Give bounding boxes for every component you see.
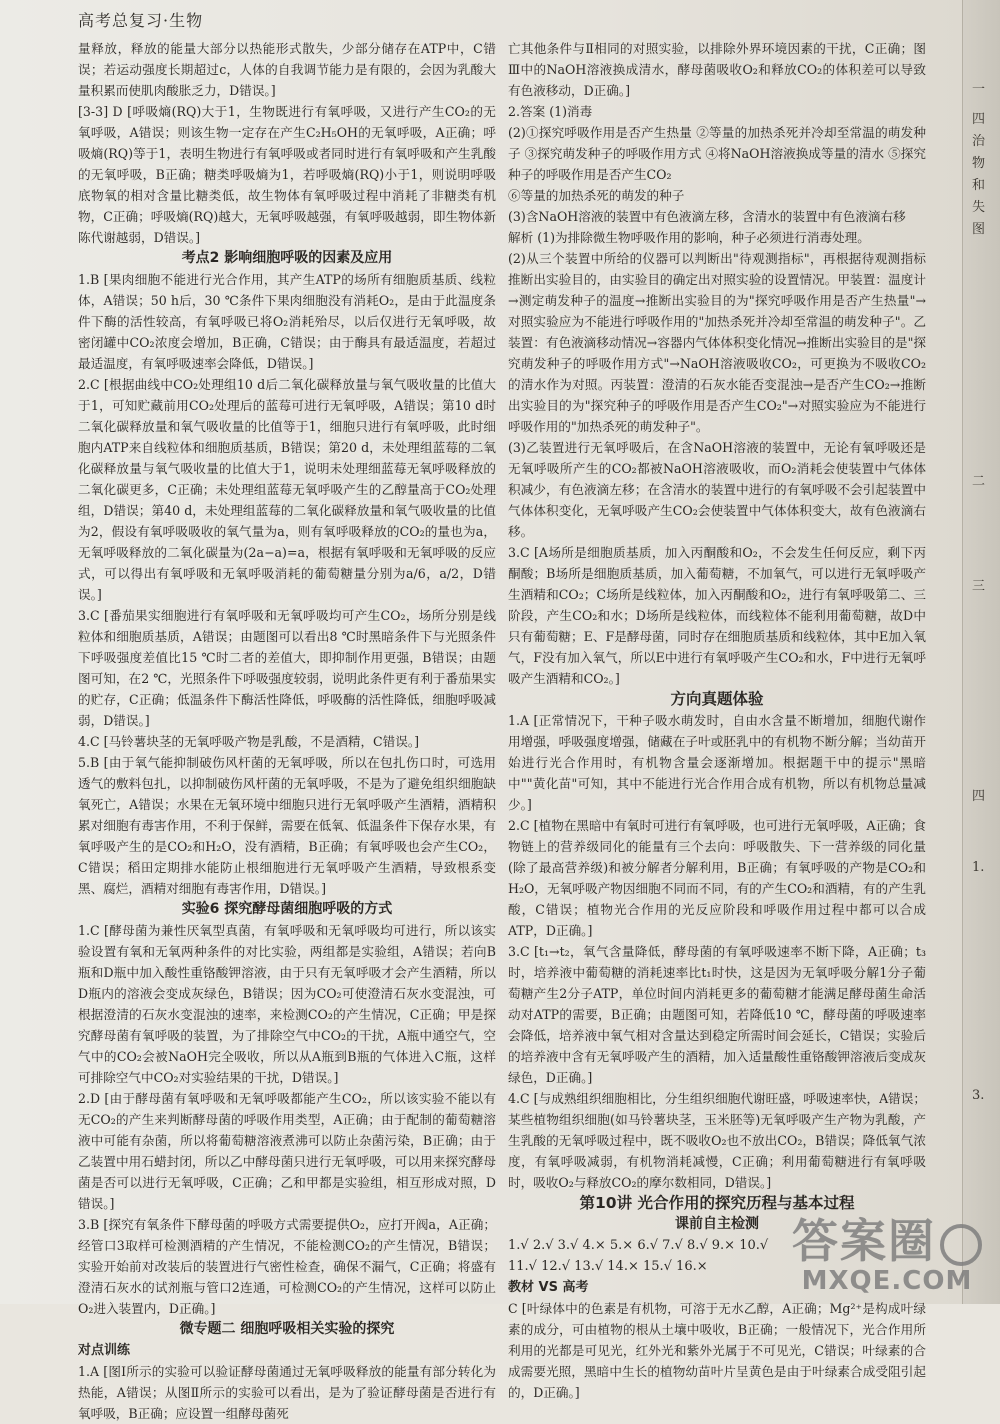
answer-paragraph: [3-3] D [呼吸熵(RQ)大于1，生物既进行有氧呼吸，又进行产生CO₂的无氧呼吸，A错误；则该生物一定存在产生C₂H₅OH的无氧呼吸，A正确；呼吸熵(RQ)等于1，表明生物进行有氧呼吸或者同时进行有氧呼吸和产生乳酸的无氧呼吸，B正确；糖类呼吸熵为1，若呼吸熵(RQ)小于1，则说明呼吸底物氧的相对含量比糖类低，故生物体有氧呼吸过程中消耗了非糖类有机物，C正确；呼吸熵(RQ)越大，无氧呼吸越强，有氧呼吸越弱，即生物体新陈代谢越弱，D错误。] <box>78 104 496 245</box>
adjacent-page-fragment: 3. <box>972 1088 985 1103</box>
adjacent-page-fragment: 失 <box>972 200 986 215</box>
answer-paragraph: 量释放，释放的能量大部分以热能形式散失，少部分储存在ATP中，C错误；若运动强度长期超过c，人体的自我调节能力是有限的，会因为乳酸大量积累而使肌肉酸胀乏力，D错误。] <box>78 41 496 98</box>
adjacent-page-fragment: 一 <box>972 82 986 97</box>
section-heading: 考点2 影响细胞呼吸的因素及应用 <box>181 250 393 266</box>
adjacent-page-fragment: 四 <box>972 789 986 804</box>
adjacent-page-fragment: 1. <box>972 860 985 875</box>
quiz-answers: 1.√ 2.√ 3.√ 4.× 5.× 6.√ 7.√ 8.√ 9.× 10.√ <box>508 1238 769 1253</box>
answer-paragraph: 4.C [马铃薯块茎的无氧呼吸产物是乳酸，不是酒精，C错误。] <box>78 734 420 749</box>
adjacent-page-fragment: 图 <box>972 222 986 237</box>
answer-paragraph: 2.答案 (1)消毒 <box>508 104 593 119</box>
answer-paragraph: 解析 (1)为排除微生物呼吸作用的影响，种子必须进行消毒处理。 <box>508 230 870 245</box>
watermark-logo-icon <box>940 1224 982 1266</box>
answer-paragraph: 1.A [图Ⅰ所示的实验可以验证酵母菌通过无氧呼吸释放的能量有部分转化为热能，A错误；从图Ⅱ所示的实验可以看出，是为了验证酵母菌是否进行有氧呼吸，B正确；应设置一组酵母菌死 <box>78 1364 496 1421</box>
section-heading: 微专题二 细胞呼吸相关实验的探究 <box>179 1321 395 1337</box>
answer-paragraph: 1.B [果肉细胞不能进行光合作用，其产生ATP的场所有细胞质基质、线粒体，A错误；50 h后，30 ℃条件下果肉细胞没有消耗O₂，是由于此温度条件下酶的活性较高，有氧呼吸已将O₂消耗殆尽，以后仅进行无氧呼吸，故密闭罐中CO₂浓度会增加，B正确，C错误；由于酶具有最适温度，若超过最适温度，有氧呼吸速率会降低，D错误。] <box>78 272 496 371</box>
section-heading: 实验6 探究酵母菌细胞呼吸的方式 <box>181 901 393 917</box>
answer-paragraph: 2.C [植物在黑暗中有氧时可进行有氧呼吸，也可进行无氧呼吸，A正确；食物链上的营养级同化的能量有三个去向：呼吸散失、下一营养级的同化量(除了最高营养级)和被分解者分解利用，B正确；有氧呼吸的产物是CO₂和H₂O，无氧呼吸产物因细胞不同而不同，有的产生CO₂和酒精，有的产生乳酸，C错误；植物光合作用的光反应阶段和呼吸作用过程中都可以合成ATP，D正确。] <box>508 818 926 938</box>
answer-paragraph: (3)含NaOH溶液的装置中有色液滴左移，含清水的装置中有色液滴右移 <box>508 209 906 224</box>
answer-paragraph: 3.C [番茄果实细胞进行有氧呼吸和无氧呼吸均可产生CO₂，场所分别是线粒体和细胞质基质，A错误；由题图可以看出8 ℃时黑暗条件下与光照条件下呼吸强度差值比15 ℃时二者的差值大，即抑制作用更强，B错误；由题图可知，在2 ℃，光照条件下呼吸强度较弱，说明此条件更有利于番茄果实的贮存，C正确；低温条件下酶活性降低，呼吸酶的活性降低，细胞呼吸减弱，D错误。] <box>78 608 496 728</box>
chapter-heading: 第10讲 光合作用的探究历程与基本过程 <box>579 1194 855 1212</box>
adjacent-page-fragment: 和 <box>972 178 986 193</box>
answer-paragraph: 5.B [由于氧气能抑制破伤风杆菌的无氧呼吸，所以在包扎伤口时，可选用透气的敷料包扎，以抑制破伤风杆菌的无氧呼吸，不是为了避免组织细胞缺氧死亡，A错误；水果在无氧环境中细胞只进行无氧呼吸产生酒精，酒精积累对细胞有毒害作用，不利于保鲜，需要在低氧、低温条件下保存水果，有氧呼吸产生的是CO₂和H₂O，没有酒精，B正确；有氧呼吸也会产生CO₂，C错误；稻田定期排水能防止根细胞进行无氧呼吸产生酒精，导致根系变黑、腐烂，酒精对细胞有毒害作用，D错误。] <box>78 755 496 896</box>
answer-paragraph: 2.C [根据曲线中CO₂处理组10 d后二氧化碳释放量与氧气吸收量的比值大于1，可知贮藏前用CO₂处理后的蓝莓可进行无氧呼吸，A错误；第10 d时二氧化碳释放量和氧气吸收量的比值等于1，细胞只进行有氧呼吸，此时细胞内ATP来自线粒体和细胞质基质，B错误；第20 d，未处理组蓝莓的二氧化碳释放量与氧气吸收量的比值大于1，说明未处理细蓝莓无氧呼吸释放的二氧化碳更多，C正确；未处理组蓝莓无氧呼吸产生的乙醇量高于CO₂处理组，D错误；第40 d，未处理组蓝莓的二氧化碳释放量和氧气吸收量的比值为2，假设有氧呼吸吸收的氧气量为a，则有氧呼吸释放的CO₂的量也为a，无氧呼吸释放的二氧化碳量为(2a−a)=a，根据有氧呼吸和无氧呼吸的反应式，可以得出有氧呼吸和无氧呼吸消耗的葡萄糖量分别为a/6，a/2，D错误。] <box>78 377 496 602</box>
answer-paragraph: 3.B [探究有氧条件下酵母菌的呼吸方式需要提供O₂，应打开阀a，A正确；经管口3取样可检测酒精的产生情况，不能检测CO₂的产生情况，B错误；实验开始前对改装后的装置进行气密性检查，确保不漏气，C正确；将盛有澄清石灰水的试剂瓶与管口2连通，可检测CO₂的产生情况，这样可以防止O₂进入装置内，D正确。] <box>78 1217 496 1316</box>
subsection-tag: 对点训练 <box>78 1343 131 1358</box>
answer-paragraph: 亡其他条件与Ⅱ相同的对照实验，以排除外界环境因素的干扰，C正确；图Ⅲ中的NaOH溶液换成清水，酵母菌吸收O₂和释放CO₂的体积差可以导致有色液移动，D正确。] <box>508 41 926 98</box>
answer-paragraph: 3.C [A场所是细胞质基质，加入丙酮酸和O₂，不会发生任何反应，剩下丙酮酸；B场所是细胞质基质，加入葡萄糖，不加氧气，可以进行无氧呼吸产生酒精和CO₂；C场所是线粒体，加入丙酮酸和O₂，进行有氧呼吸第二、三阶段，产生CO₂和水；D场所是线粒体，而线粒体不能利用葡萄糖，故D中只有葡萄糖；E、F是酵母菌，同时存在细胞质基质和线粒体，其中E加入氧气，F没有加入氧气，所以E中进行有氧呼吸产生CO₂和水，F中进行无氧呼吸产生酒精和CO₂。] <box>508 545 926 686</box>
left-column <box>78 38 496 1424</box>
adjacent-page-fragment: 二 <box>972 474 986 489</box>
adjacent-page-fragment: 三 <box>972 579 986 594</box>
answer-paragraph: (3)乙装置进行无氧呼吸后，在含NaOH溶液的装置中，无论有氧呼吸还是无氧呼吸所产生的CO₂都被NaOH溶液吸收，而O₂消耗会使装置中气体体积减少，有色液滴左移；在含清水的装置中进行的有氧呼吸不会引起装置中气体体积变化，无氧呼吸产生CO₂会使装置中气体体积变大，故有色液滴右移。 <box>508 440 926 539</box>
running-header: 高考总复习·生物 <box>78 11 204 30</box>
site-watermark <box>792 1216 982 1296</box>
answer-paragraph: 3.C [t₁→t₂，氧气含量降低，酵母菌的有氧呼吸速率不断下降，A正确；t₃时，培养液中葡萄糖的消耗速率比t₁时快，这是因为无氧呼吸分解1分子葡萄糖产生2分子ATP，单位时间内消耗更多的葡萄糖才能满足酵母菌生命活动对ATP的需要，B正确；由题图可知，若降低10 ℃，酵母菌的呼吸速率会降低，培养液中氧气相对含量达到稳定所需时间会延长，C错误；实验后的培养液中含有无氧呼吸产生的酒精，加入适量酸性重铬酸钾溶液后变成灰绿色，D正确。] <box>508 944 926 1085</box>
answer-paragraph: 2.D [由于酵母菌有氧呼吸和无氧呼吸都能产生CO₂，所以该实验不能以有无CO₂的产生来判断酵母菌的呼吸作用类型，A正确；由于配制的葡萄糖溶液中可能有杂菌，所以将葡萄糖溶液煮沸可以防止杂菌污染，B正确；由于乙装置中用石蜡封闭，所以乙中酵母菌只进行无氧呼吸，可以用来探究酵母菌是否可以进行无氧呼吸，C正确；乙和甲都是实验组，相互形成对照，D错误。] <box>78 1091 496 1211</box>
answer-paragraph: 1.C [酵母菌为兼性厌氧型真菌，有氧呼吸和无氧呼吸均可进行，所以该实验设置有氧和无氧两种条件的对比实验，两组都是实验组，A错误；若向B瓶和D瓶中加入酸性重铬酸钾溶液，由于只有无氧呼吸才会产生酒精，所以D瓶内的溶液会变成灰绿色，B错误；因为CO₂可使澄清石灰水变混浊，可根据澄清的石灰水变混浊的速率，来检测CO₂的产生情况，C正确；甲是探究酵母菌有氧呼吸的装置，为了排除空气中CO₂的干扰，A瓶中通空气，空气中的CO₂会被NaOH完全吸收，所以从A瓶到B瓶的气体进入C瓶，这样可排除空气中CO₂对实验结果的干扰，D错误。] <box>78 923 496 1085</box>
section-heading: 课前自主检测 <box>675 1216 759 1232</box>
adjacent-page-fragment: 物 <box>972 156 986 171</box>
adjacent-page-fragment: 四 <box>972 112 986 127</box>
adjacent-page-fragment: 治 <box>972 134 986 149</box>
answer-paragraph: 4.C [与成熟组织细胞相比，分生组织细胞代谢旺盛，呼吸速率快，A错误；某些植物组织细胞(如马铃薯块茎，玉米胚等)无氧呼吸产生产物为乳酸，产生乳酸的无氧呼吸过程中，既不吸收O₂也不放出CO₂，B错误；降低氧气浓度，有氧呼吸减弱，有机物消耗减慢，C正确；利用葡萄糖进行有氧呼吸时，吸收O₂与释放CO₂的摩尔数相同，D错误。] <box>508 1091 926 1190</box>
answer-paragraph: (2)①探究呼吸作用是否产生热量 ②等量的加热杀死并冷却至常温的萌发种子 ③探究萌发种子的呼吸作用方式 ④将NaOH溶液换成等量的清水 ⑤探究种子的呼吸作用是否产生CO₂ <box>508 125 926 182</box>
answer-paragraph: C [叶绿体中的色素是有机物，可溶于无水乙醇，A正确；Mg²⁺是构成叶绿素的成分，可由植物的根从土壤中吸收，B正确；一般情况下，光合作用所利用的光都是可见光，红外光和紫外光属于不可见光，C错误；叶绿素的合成需要光照，黑暗中生长的植物幼苗叶片呈黄色是由于叶绿素合成受阻引起的，D正确。] <box>508 1301 926 1400</box>
watermark-url: MXQE.COM <box>801 1266 973 1296</box>
watermark-text: 答案圈 <box>792 1214 936 1268</box>
subsection-tag: 教材 VS 高考 <box>508 1280 589 1295</box>
answer-paragraph: ⑥等量的加热杀死的萌发的种子 <box>508 188 685 203</box>
answer-paragraph: 1.A [正常情况下，干种子吸水萌发时，自由水含量不断增加，细胞代谢作用增强，呼吸强度增强，储藏在子叶或胚乳中的有机物不断分解；当幼苗开始进行光合作用时，有机物含量会逐渐增加。根据题干中的提示"黑暗中""黄化苗"可知，其中不能进行光合作用合成有机物，所以有机物总量减少。] <box>508 713 926 812</box>
answer-paragraph: (2)从三个装置中所给的仪器可以判断出"待观测指标"，再根据待观测指标推断出实验目的，由实验目的确定出对照实验的设置情况。甲装置：温度计→测定萌发种子的温度→推断出实验目的为"探究呼吸作用是否产生热量"→对照实验应为不能进行呼吸作用的"加热杀死并冷却至常温的萌发种子"。乙装置：有色液滴移动情况→容器内气体体积变化情况→推断出实验目的是"探究萌发种子的呼吸作用方式"→NaOH溶液吸收CO₂，可更换为不吸收CO₂的清水作为对照。丙装置：澄清的石灰水能否变混浊→是否产生CO₂→推断出实验目的为"探究种子的呼吸作用是否产生CO₂"→对照实验应为不能进行呼吸作用的"加热杀死的萌发种子"。 <box>508 251 926 434</box>
quiz-answers: 11.√ 12.√ 13.√ 14.× 15.√ 16.× <box>508 1259 708 1274</box>
chapter-heading: 方向真题体验 <box>670 690 764 708</box>
right-column <box>508 38 926 1403</box>
